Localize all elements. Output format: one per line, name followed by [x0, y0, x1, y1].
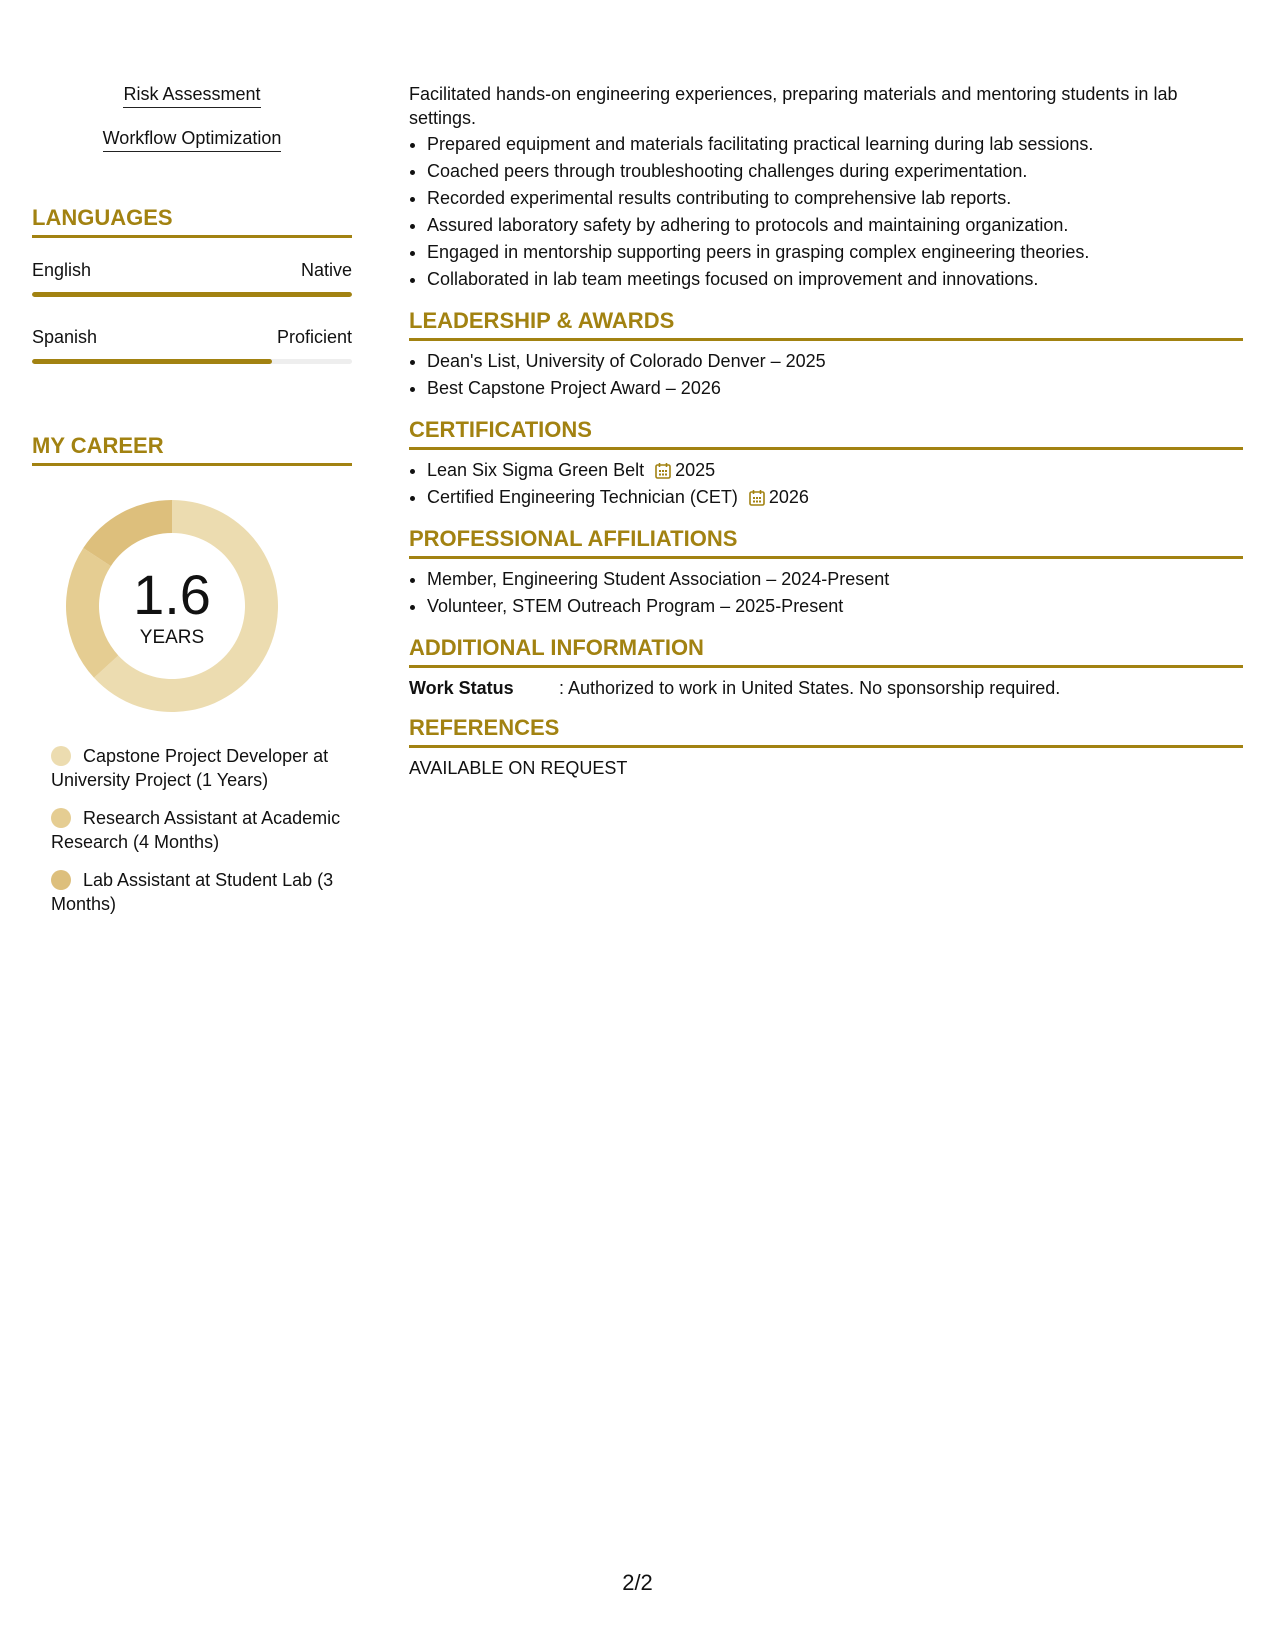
career-heading: MY CAREER: [32, 432, 352, 466]
list-item: • Engaged in mentorship supporting peers in grasping complex engineering theories.: [427, 239, 1243, 266]
language-name: Spanish: [32, 327, 98, 347]
skill-label: Risk Assessment: [123, 82, 260, 108]
list-item: • Assured laboratory safety by adhering to protocols and maintaining organization.: [427, 212, 1243, 239]
career-legend-label: Lab Assistant at Student Lab (3 Months): [51, 870, 334, 914]
career-total-unit: YEARS: [139, 627, 205, 648]
career-legend: [32, 744, 352, 916]
references-section: [409, 714, 1243, 780]
language-bar: [32, 292, 352, 297]
experience-bullets: [409, 131, 1243, 293]
list-item: • Recorded experimental results contributing to comprehensive lab reports.: [427, 185, 1243, 212]
references-heading: REFERENCES: [409, 714, 1243, 748]
career-donut-slice-2: [83, 500, 172, 566]
list-item: • Volunteer, STEM Outreach Program – 2025-Present: [427, 593, 1243, 620]
list-item: • Coached peers through troubleshooting challenges during experimentation.: [427, 158, 1243, 185]
list-item: [427, 484, 1243, 511]
language-level: Proficient: [276, 327, 352, 347]
legend-dot: [51, 808, 71, 828]
list-item: • Dean's List, University of Colorado Denver – 2025: [427, 348, 1243, 375]
additional-section: [409, 634, 1243, 700]
references-text: AVAILABLE ON REQUEST: [409, 758, 628, 778]
left-column: [32, 82, 352, 930]
certification-name: Certified Engineering Technician (CET): [427, 487, 738, 507]
awards-section: [409, 307, 1243, 402]
career-section: [32, 432, 352, 916]
language-bar-fill: [32, 359, 272, 364]
calendar-icon: [655, 462, 671, 479]
career-legend-label: Capstone Project Developer at University Project (1 Years): [51, 746, 329, 790]
language-bar: [32, 359, 352, 364]
calendar-icon: [749, 489, 765, 506]
language-level: Native: [300, 260, 352, 280]
career-donut-slice-1: [66, 548, 118, 678]
work-status-value: : Authorized to work in United States. No sponsorship required.: [559, 678, 1061, 698]
skill-label: Workflow Optimization: [103, 126, 282, 152]
language-bar-fill: [32, 292, 352, 297]
additional-heading: ADDITIONAL INFORMATION: [409, 634, 1243, 668]
career-donut-chart: [32, 486, 352, 726]
legend-dot: [51, 746, 71, 766]
certification-year: 2026: [768, 487, 809, 507]
career-legend-item: [51, 868, 352, 916]
experience-summary: Facilitated hands-on engineering experiences, preparing materials and mentoring students in lab settings.: [409, 84, 1178, 128]
list-item: • Member, Engineering Student Association – 2024-Present: [427, 566, 1243, 593]
languages-section: [32, 204, 352, 364]
list-item: • Prepared equipment and materials facilitating practical learning during lab sessions.: [427, 131, 1243, 158]
legend-dot: [51, 870, 71, 890]
language-entry: [32, 258, 352, 297]
certifications-heading: CERTIFICATIONS: [409, 416, 1243, 450]
skill-item: [32, 82, 352, 108]
affiliations-heading: PROFESSIONAL AFFILIATIONS: [409, 525, 1243, 559]
career-total-value: 1.6: [133, 563, 211, 626]
languages-heading: LANGUAGES: [32, 204, 352, 238]
certification-year: 2025: [675, 460, 716, 480]
skill-item: [32, 126, 352, 152]
list-item: • Collaborated in lab team meetings focused on improvement and innovations.: [427, 266, 1243, 293]
list-item: • Best Capstone Project Award – 2026: [427, 375, 1243, 402]
affiliations-section: [409, 525, 1243, 620]
awards-heading: LEADERSHIP & AWARDS: [409, 307, 1243, 341]
work-status-row: [409, 676, 1243, 700]
certification-name: Lean Six Sigma Green Belt: [427, 460, 645, 480]
language-name: English: [32, 260, 92, 280]
career-legend-label: Research Assistant at Academic Research (4 Months): [51, 808, 341, 852]
language-entry: [32, 325, 352, 364]
career-legend-item: [51, 744, 352, 792]
right-column: [409, 82, 1243, 780]
list-item: [427, 457, 1243, 484]
page-number: 2/2: [622, 1570, 653, 1595]
work-status-label: Work Status: [409, 678, 514, 698]
certifications-section: [409, 416, 1243, 511]
career-legend-item: [51, 806, 352, 854]
